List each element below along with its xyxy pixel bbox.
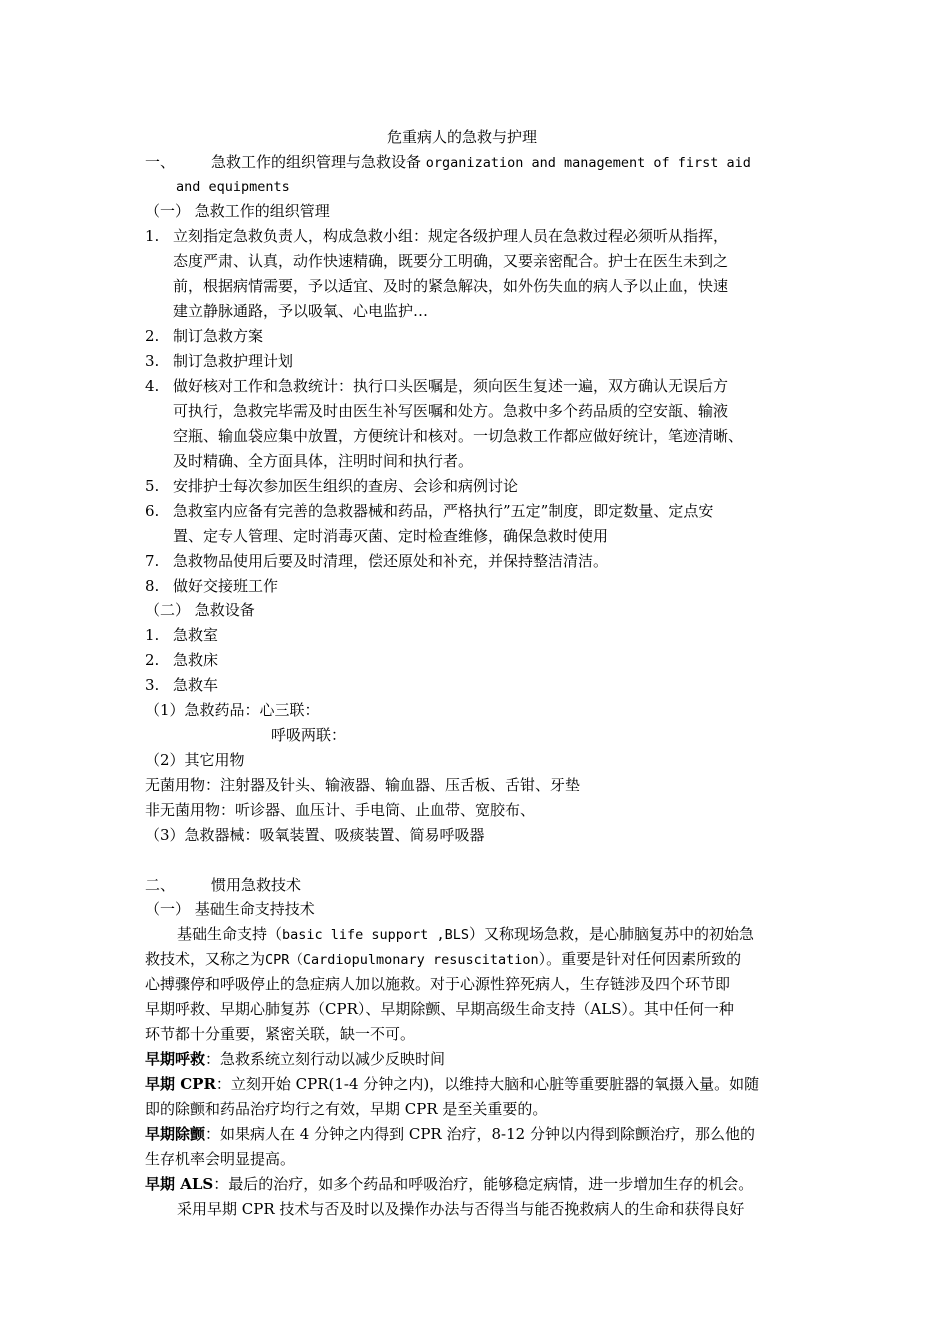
doc-title: 危重病人的急救与护理	[387, 128, 538, 146]
bls-text: ）。重要是针对任何因素所致的	[538, 950, 742, 968]
bls-text: 救技术，又称之为	[145, 950, 266, 968]
bls-paragraph-line: 环节都十分重要，紧密关联，缺一不可。	[145, 1025, 416, 1043]
subheading-bls: （一） 基础生命支持技术	[145, 900, 315, 918]
chain-text-cont: 生存机率会明显提高。	[145, 1150, 296, 1168]
chain-text: ：立刻开始 CPR(1-4 分钟之内)，以维持大脑和心脏等重要脏器的氧摄入量。如随	[215, 1075, 760, 1093]
cart-drugs: （1）急救药品：心三联：	[145, 701, 320, 719]
list-number: 4.	[145, 377, 160, 395]
chain-label: 早期呼救	[145, 1050, 206, 1068]
list-number: 7.	[145, 552, 160, 570]
bls-term: basic life support ,BLS	[282, 927, 469, 943]
list-item-text: 建立静脉通路，予以吸氧、心电监护…	[173, 302, 429, 320]
section1-heading-cn: 急救工作的组织管理与急救设备	[211, 153, 422, 171]
chain-early-cpr	[145, 1075, 759, 1093]
list-number: 1.	[145, 227, 160, 245]
bls-text: ）又称现场急救，是心肺脑复苏中的初始急	[468, 925, 754, 943]
list-item-text: 急救室	[173, 626, 219, 644]
list-item-text: 做好核对工作和急救统计：执行口头医嘱是，须向医生复述一遍，双方确认无误后方	[173, 377, 729, 395]
list-item-text: 立刻指定急救负责人，构成急救小组：规定各级护理人员在急救过程必须听从指挥，	[173, 227, 729, 245]
list-number: 2.	[145, 327, 160, 345]
list-number: 5.	[145, 477, 160, 495]
chain-early-als	[145, 1175, 753, 1193]
chain-label: 早期除颤	[145, 1125, 206, 1143]
bls-text: 基础生命支持（	[177, 925, 283, 943]
section1-heading	[211, 153, 751, 172]
list-number: 3.	[145, 352, 160, 370]
bls-paragraph-line	[177, 925, 754, 944]
bls-term: CPR（Cardiopulmonary resuscitation	[265, 952, 539, 968]
chain-text: ：急救系统立刻行动以减少反映时间	[205, 1050, 446, 1068]
subheading-org: （一） 急救工作的组织管理	[145, 202, 330, 220]
chain-early-call	[145, 1050, 445, 1068]
section2-heading: 惯用急救技术	[211, 876, 302, 894]
list-number: 1.	[145, 626, 160, 644]
list-item-text: 安排护士每次参加医生组织的查房、会诊和病例讨论	[173, 477, 519, 495]
section2-number: 二、	[145, 876, 176, 894]
list-item-text: 急救床	[173, 651, 219, 669]
chain-text: ：最后的治疗，如多个药品和呼吸治疗，能够稳定病情，进一步增加生存的机会。	[213, 1175, 754, 1193]
list-item-text: 可执行，急救完毕需及时由医生补写医嘱和处方。急救中多个药品质的空安瓿、输液	[173, 402, 729, 420]
bls-paragraph-line: 早期呼救、早期心肺复苏（CPR）、早期除颤、早期高级生命支持（ALS）。其中任何一种	[145, 1000, 734, 1018]
list-item-text: 急救车	[173, 676, 219, 694]
subheading-equipment: （二） 急救设备	[145, 601, 255, 619]
cart-nonsterile: 非无菌用物：听诊器、血压计、手电筒、止血带、宽胶布、	[145, 801, 536, 819]
section1-heading-en: organization and management of first aid	[425, 155, 751, 171]
closing-paragraph: 采用早期 CPR 技术与否及时以及操作办法与否得当与能否挽救病人的生命和获得良好	[177, 1200, 745, 1218]
list-item-text: 制订急救护理计划	[173, 352, 294, 370]
chain-text: ：如果病人在 4 分钟之内得到 CPR 治疗，8-12 分钟以内得到除颤治疗，那么他的	[205, 1125, 755, 1143]
chain-early-defib	[145, 1125, 755, 1143]
list-number: 8.	[145, 577, 160, 595]
list-number: 3.	[145, 676, 160, 694]
list-item-text: 急救物品使用后要及时清理，偿还原处和补充，并保持整洁清洁。	[173, 552, 609, 570]
bls-paragraph-line	[145, 950, 741, 969]
cart-other: （2）其它用物	[145, 751, 245, 769]
cart-devices: （3）急救器械：吸氧装置、吸痰装置、简易呼吸器	[145, 826, 485, 844]
list-item-text: 制订急救方案	[173, 327, 264, 345]
list-item-text: 做好交接班工作	[173, 577, 279, 595]
list-item-text: 空瓶、输血袋应集中放置，方便统计和核对。一切急救工作都应做好统计，笔迹清晰、	[173, 427, 744, 445]
cart-sterile: 无菌用物：注射器及针头、输液器、输血器、压舌板、舌钳、牙垫	[145, 776, 581, 794]
list-item-text: 置、定专人管理、定时消毒灭菌、定时检查维修，确保急救时使用	[173, 527, 609, 545]
list-number: 2.	[145, 651, 160, 669]
chain-label: 早期 ALS	[145, 1175, 214, 1193]
list-item-text: 急救室内应备有完善的急救器械和药品，严格执行”五定”制度，即定数量、定点安	[173, 502, 714, 520]
list-item-text: 及时精确、全方面具体，注明时间和执行者。	[173, 452, 474, 470]
section1-heading-en-cont: and equipments	[176, 179, 290, 195]
list-item-text: 态度严肃、认真，动作快速精确，既要分工明确，又要亲密配合。护士在医生未到之	[173, 252, 729, 270]
chain-text-cont: 即的除颤和药品治疗均行之有效，早期 CPR 是至关重要的。	[145, 1100, 548, 1118]
bls-paragraph-line: 心搏骤停和呼吸停止的急症病人加以施救。对于心源性猝死病人，生存链涉及四个环节即	[145, 975, 731, 993]
list-number: 6.	[145, 502, 160, 520]
cart-drugs-respiratory: 呼吸两联：	[271, 726, 347, 744]
chain-label: 早期 CPR	[145, 1075, 216, 1093]
section1-number: 一、	[145, 153, 176, 171]
list-item-text: 前，根据病情需要，予以适宜、及时的紧急解决，如外伤失血的病人予以止血，快速	[173, 277, 729, 295]
